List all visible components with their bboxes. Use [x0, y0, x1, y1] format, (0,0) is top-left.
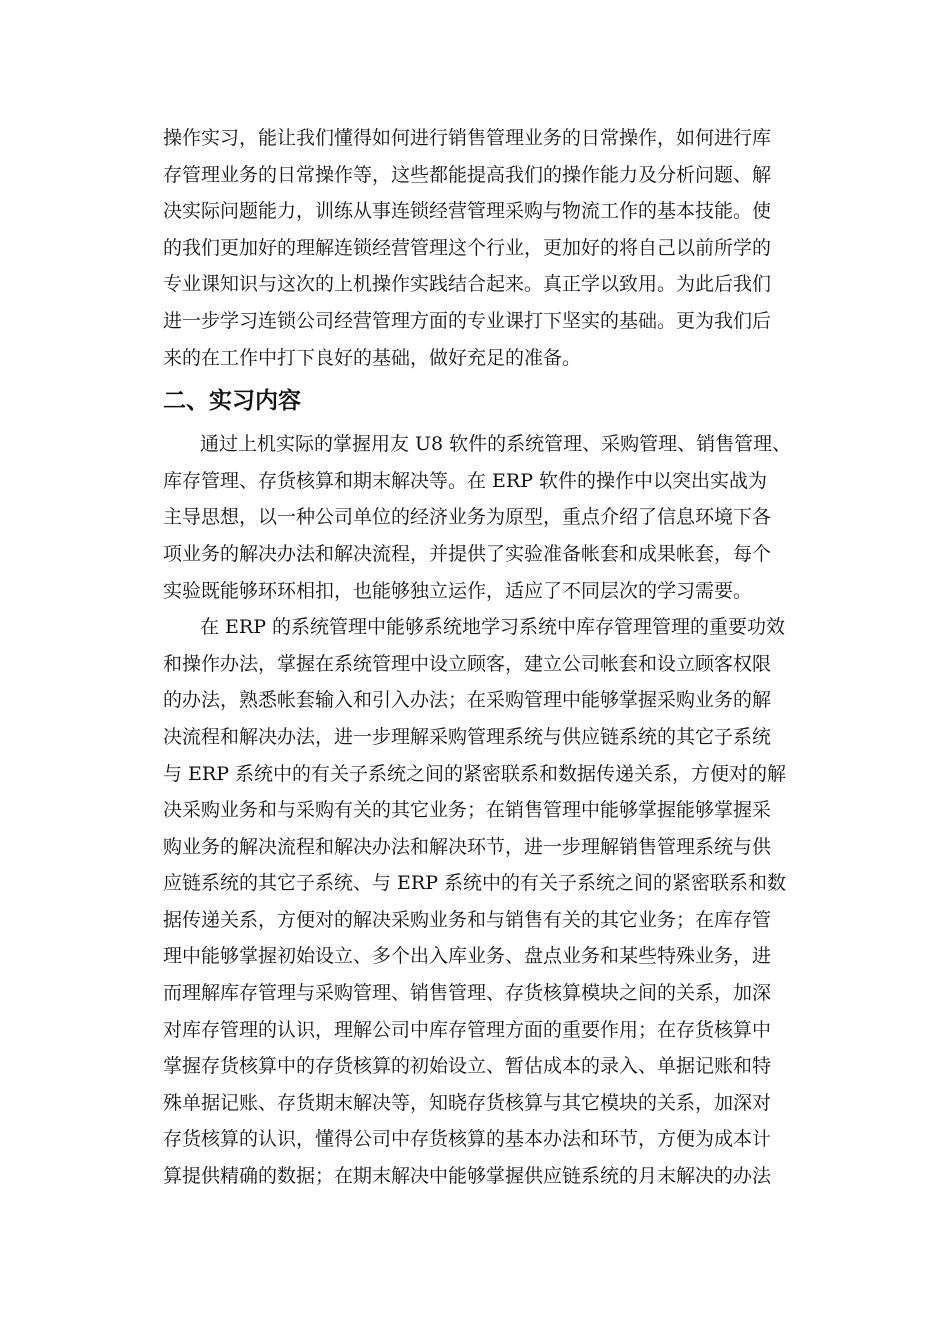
text-line: 和操作办法，掌握在系统管理中设立顾客，建立公司帐套和设立顾客权限 [163, 652, 772, 675]
text-line: 算提供精确的数据；在期末解决中能够掌握供应链系统的月末解决的办法 [163, 1165, 772, 1188]
text-line: 理中能够掌握初始设立、多个出入库业务、盘点业务和某些特殊业务，进 [163, 945, 772, 968]
text-line: 决采购业务和与采购有关的其它业务；在销售管理中能够掌握能够掌握采 [163, 799, 772, 822]
text-line: 项业务的解决办法和解决流程，并提供了实验准备帐套和成果帐套，每个 [163, 542, 772, 565]
text-line: 操作实习，能让我们懂得如何进行销售管理业务的日常操作，如何进行库 [163, 127, 772, 149]
text-line: 进一步学习连锁公司经营管理方面的专业课打下坚实的基础。更为我们后 [163, 309, 772, 332]
text-line: 的办法，熟悉帐套输入和引入办法；在采购管理中能够掌握采购业务的解 [163, 689, 772, 712]
text-line: 在 ERP 的系统管理中能够系统地学习系统中库存管理管理的重要功效 [200, 616, 786, 639]
text-line: 来的在工作中打下良好的基础，做好充足的准备。 [163, 346, 582, 369]
text-line: 掌握存货核算中的存货核算的初始设立、暂估成本的录入、单据记账和特 [163, 1055, 772, 1078]
text-line: 据传递关系，方便对的解决采购业务和与销售有关的其它业务；在库存管 [163, 908, 772, 931]
text-line: 与 ERP 系统中的有关子系统之间的紧密联系和数据传递关系，方便对的解 [163, 762, 787, 785]
text-line: 实验既能够环环相扣，也能够独立运作，适应了不同层次的学习需要。 [163, 579, 753, 602]
text-line: 专业课知识与这次的上机操作实践结合起来。真正学以致用。为此后我们 [163, 273, 772, 296]
text-line: 购业务的解决流程和解决办法和解决环节，进一步理解销售管理系统与供 [163, 835, 772, 858]
paragraph-overview [163, 426, 792, 609]
text-line: 而理解库存管理与采购管理、销售管理、存货核算模块之间的关系，加深 [163, 982, 772, 1005]
text-line: 殊单据记账、存货期末解决等，知晓存货核算与其它模块的关系，加深对 [163, 1091, 772, 1114]
text-line: 库存管理、存货核算和期末解决等。在 ERP 软件的操作中以突出实战为 [163, 469, 768, 492]
text-line: 存货核算的认识，懂得公司中存货核算的基本办法和环节，方便为成本计 [163, 1128, 772, 1151]
text-line: 通过上机实际的掌握用友 U8 软件的系统管理、采购管理、销售管理、 [200, 433, 792, 456]
text-line: 决流程和解决办法，进一步理解采购管理系统与供应链系统的其它子系统 [163, 725, 772, 748]
text-line: 存管理业务的日常操作等，这些都能提高我们的操作能力及分析问题、解 [163, 163, 772, 186]
text-line: 应链系统的其它子系统、与 ERP 系统中的有关子系统之间的紧密联系和数 [163, 872, 787, 895]
section-heading: 二、实习内容 [163, 388, 301, 415]
text-line: 的我们更加好的理解连锁经营管理这个行业，更加好的将自己以前所学的 [163, 236, 772, 259]
paragraph-details [163, 609, 789, 1195]
text-line: 对库存管理的认识，理解公司中库存管理方面的重要作用；在存货核算中 [163, 1018, 772, 1041]
text-line: 主导思想，以一种公司单位的经济业务为原型，重点介绍了信息环境下各 [163, 506, 772, 529]
document-body [163, 120, 792, 1195]
paragraph-intro-continued [163, 120, 789, 376]
text-line: 决实际问题能力，训练从事连锁经营管理采购与物流工作的基本技能。使 [163, 200, 772, 223]
